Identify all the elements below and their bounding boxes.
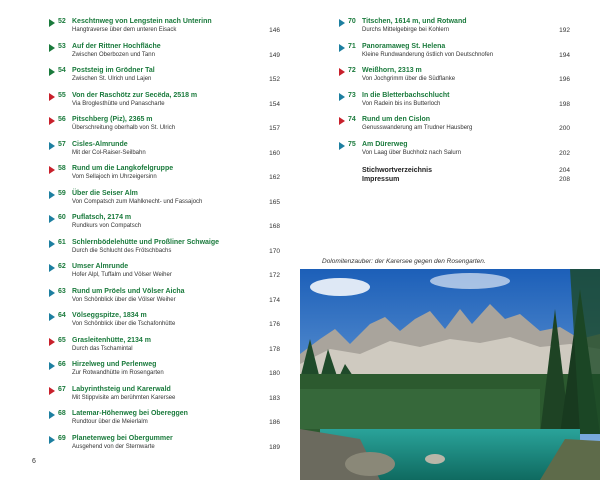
tour-title: Über die Seiser Alm [72, 189, 138, 197]
tour-subtitle: Zwischen Oberbozen und Tann [72, 51, 155, 58]
tour-number: 64 [58, 312, 66, 319]
tour-subtitle: Durch das Tschamintal [72, 345, 133, 352]
toc-entry [55, 165, 280, 190]
toc-entry [55, 386, 280, 411]
tour-subtitle: Überschreitung oberhalb von St. Ulrich [72, 125, 176, 131]
page-ref: 208 [559, 176, 570, 183]
tour-title: Cisles-Almrunde [72, 140, 128, 148]
tour-number: 74 [348, 116, 356, 123]
tour-number: 55 [58, 91, 66, 99]
page-ref: 160 [269, 149, 280, 157]
tour-subtitle: Kleine Rundwanderung östlich von Deutschnofen [362, 51, 494, 58]
tour-title: Am Dürerweg [362, 140, 408, 148]
tour-title: Schlernbödelehütte und Proßliner Schwaige [72, 238, 220, 246]
triangle-marker-icon [49, 117, 55, 125]
tour-number: 58 [58, 165, 66, 172]
toc-entry [55, 43, 280, 68]
tour-subtitle: Hofer Alpl, Tuffalm und Völser Weiher [72, 272, 172, 278]
page-ref: 172 [269, 272, 280, 279]
toc-entry [55, 214, 280, 239]
triangle-marker-icon [49, 411, 55, 419]
toc-entry [55, 141, 280, 166]
tour-subtitle: Von Jochgrimm über die Südflanke [362, 76, 456, 82]
tour-subtitle: Rundkurs von Compatsch [72, 223, 142, 229]
triangle-marker-icon [339, 117, 345, 125]
tour-subtitle: Von Radein bis ins Butterloch [362, 100, 441, 107]
tour-number: 73 [348, 91, 356, 99]
tour-title: Pitschberg (Piz), 2365 m [72, 116, 153, 123]
toc-entry [55, 190, 280, 215]
triangle-marker-icon [49, 215, 55, 223]
toc-entry [55, 92, 280, 117]
tour-title: Keschtnweg von Lengstein nach Unterinn [72, 18, 212, 25]
tour-title: Völseggspitze, 1834 m [72, 312, 147, 319]
tour-subtitle: Hangtraverse über dem unteren Eisack [72, 27, 177, 33]
tour-subtitle: Genusswanderung am Trudner Hausberg [362, 125, 473, 131]
toc-entry [55, 67, 280, 92]
tour-number: 70 [348, 18, 356, 25]
tour-subtitle: Via Broglesthütte und Panascharte [72, 100, 165, 107]
toc-entry [345, 18, 570, 43]
page-ref: 146 [269, 27, 280, 34]
triangle-marker-icon [49, 68, 55, 76]
page-ref: 194 [559, 51, 570, 59]
toc-right-column [345, 18, 570, 185]
page-ref: 180 [269, 370, 280, 377]
tour-number: 68 [58, 410, 66, 417]
tour-title: Labyrinthsteig und Karerwald [72, 385, 171, 393]
photo-caption: Dolomitenzauber: der Karersee gegen den Rosengarten. [322, 258, 486, 265]
tour-number: 71 [348, 42, 356, 50]
page-ref: 189 [269, 443, 280, 451]
toc-entry [55, 18, 280, 43]
index-title: Stichwortverzeichnis [362, 167, 433, 174]
triangle-marker-icon [49, 387, 55, 395]
tour-number: 75 [348, 140, 356, 148]
page-ref: 168 [269, 223, 280, 230]
toc-entry [55, 263, 280, 288]
toc-entry [345, 43, 570, 68]
tour-subtitle: Durchs Mittelgebirge bei Kohlern [362, 27, 450, 33]
index-entry [345, 167, 570, 176]
triangle-marker-icon [49, 166, 55, 174]
page-ref: 178 [269, 345, 280, 353]
tour-number: 65 [58, 336, 66, 344]
page-ref: 154 [269, 100, 280, 108]
tour-title: Rund um den Cislon [362, 116, 431, 123]
page-ref: 162 [269, 174, 280, 181]
tour-title: Planetenweg bei Obergummer [72, 434, 173, 442]
tour-number: 57 [58, 140, 66, 148]
page-ref: 149 [269, 51, 280, 59]
page-ref: 202 [559, 149, 570, 157]
tour-number: 56 [58, 116, 66, 123]
triangle-marker-icon [339, 93, 345, 101]
tour-number: 66 [58, 361, 66, 368]
triangle-marker-icon [49, 436, 55, 444]
tour-number: 52 [58, 18, 66, 25]
page-number: 6 [32, 458, 36, 465]
tour-number: 62 [58, 263, 66, 270]
tour-title: Rund um die Langkofelgruppe [72, 165, 174, 172]
toc-entry [345, 141, 570, 166]
tour-title: Titschen, 1614 m, und Rotwand [362, 18, 467, 25]
page-ref: 165 [269, 198, 280, 206]
tour-number: 60 [58, 214, 66, 221]
toc-entry [55, 116, 280, 141]
page-ref: 200 [559, 125, 570, 132]
tour-title: Auf der Rittner Hochfläche [72, 42, 161, 50]
toc-entry [55, 239, 280, 264]
toc-entry [345, 116, 570, 141]
page-ref: 192 [559, 27, 570, 34]
tour-number: 61 [58, 238, 66, 246]
triangle-marker-icon [339, 142, 345, 150]
tour-title: Umser Almrunde [72, 263, 129, 270]
tour-subtitle: Vom Sellajoch im Uhrzeigersinn [72, 174, 157, 180]
tour-title: Von der Raschötz zur Secëda, 2518 m [72, 91, 198, 99]
tour-number: 63 [58, 287, 66, 295]
page-ref: 170 [269, 247, 280, 255]
tour-subtitle: Mit Stippvisite am berühmten Karersee [72, 394, 176, 401]
page-ref: 204 [559, 167, 570, 174]
tour-title: Rund um Pröels und Völser Aicha [72, 287, 185, 295]
toc-entry [55, 288, 280, 313]
triangle-marker-icon [49, 264, 55, 272]
triangle-marker-icon [49, 313, 55, 321]
tour-number: 54 [58, 67, 66, 74]
page-ref: 176 [269, 321, 280, 328]
page-ref: 152 [269, 76, 280, 83]
tour-subtitle: Von Compatsch zum Mahlknecht- und Fassajoch [72, 198, 203, 205]
tour-number: 59 [58, 189, 66, 197]
tour-subtitle: Zwischen St. Ulrich und Lajen [72, 76, 152, 82]
toc-entry [55, 361, 280, 386]
triangle-marker-icon [339, 68, 345, 76]
tour-number: 72 [348, 67, 356, 74]
index-entry [345, 176, 570, 185]
index-title: Impressum [362, 176, 400, 183]
tour-subtitle: Von Schönblick über die Völser Weiher [72, 296, 176, 303]
toc-entry [55, 337, 280, 362]
tour-subtitle: Mit der Col-Raiser-Seilbahn [72, 149, 146, 156]
tour-number: 67 [58, 385, 66, 393]
tour-title: Panoramaweg St. Helena [362, 42, 446, 50]
triangle-marker-icon [49, 19, 55, 27]
triangle-marker-icon [49, 93, 55, 101]
tour-number: 53 [58, 42, 66, 50]
toc-entry [345, 67, 570, 92]
tour-title: Hirzelweg und Perlenweg [72, 361, 157, 368]
triangle-marker-icon [49, 142, 55, 150]
tour-subtitle: Durch die Schlucht des Frötschbachs [72, 247, 172, 254]
page-ref: 174 [269, 296, 280, 304]
tour-title: Poststeig im Grödner Tal [72, 67, 155, 74]
triangle-marker-icon [49, 44, 55, 52]
karersee-photo [300, 269, 600, 480]
tour-subtitle: Zur Rotwandhütte im Rosengarten [72, 370, 164, 376]
tour-subtitle: Von Laag über Buchholz nach Salurn [362, 149, 462, 156]
triangle-marker-icon [49, 191, 55, 199]
triangle-marker-icon [49, 289, 55, 297]
toc-entry [55, 410, 280, 435]
page-ref: 183 [269, 394, 280, 402]
tour-title: Grasleitenhütte, 2134 m [72, 336, 151, 344]
page-ref: 196 [559, 76, 570, 83]
tour-number: 69 [58, 434, 66, 442]
triangle-marker-icon [49, 240, 55, 248]
toc-entry [55, 435, 280, 460]
triangle-marker-icon [49, 338, 55, 346]
tour-subtitle: Rundtour über die Meierlalm [72, 419, 148, 425]
triangle-marker-icon [49, 362, 55, 370]
toc-entry [55, 312, 280, 337]
triangle-marker-icon [339, 19, 345, 27]
tour-subtitle: Ausgehend von der Sternwarte [72, 443, 155, 450]
page-ref: 198 [559, 100, 570, 108]
triangle-marker-icon [339, 44, 345, 52]
tour-title: Puflatsch, 2174 m [72, 214, 132, 221]
tour-title: In die Bletterbachschlucht [362, 91, 450, 99]
tour-title: Weißhorn, 2313 m [362, 67, 422, 74]
toc-left-column [55, 18, 280, 459]
tour-title: Latemar-Höhenweg bei Obereggen [72, 410, 188, 417]
page-ref: 157 [269, 125, 280, 132]
toc-entry [345, 92, 570, 117]
page-ref: 186 [269, 419, 280, 426]
tour-subtitle: Von Schönblick über die Tschafonhütte [72, 321, 176, 327]
